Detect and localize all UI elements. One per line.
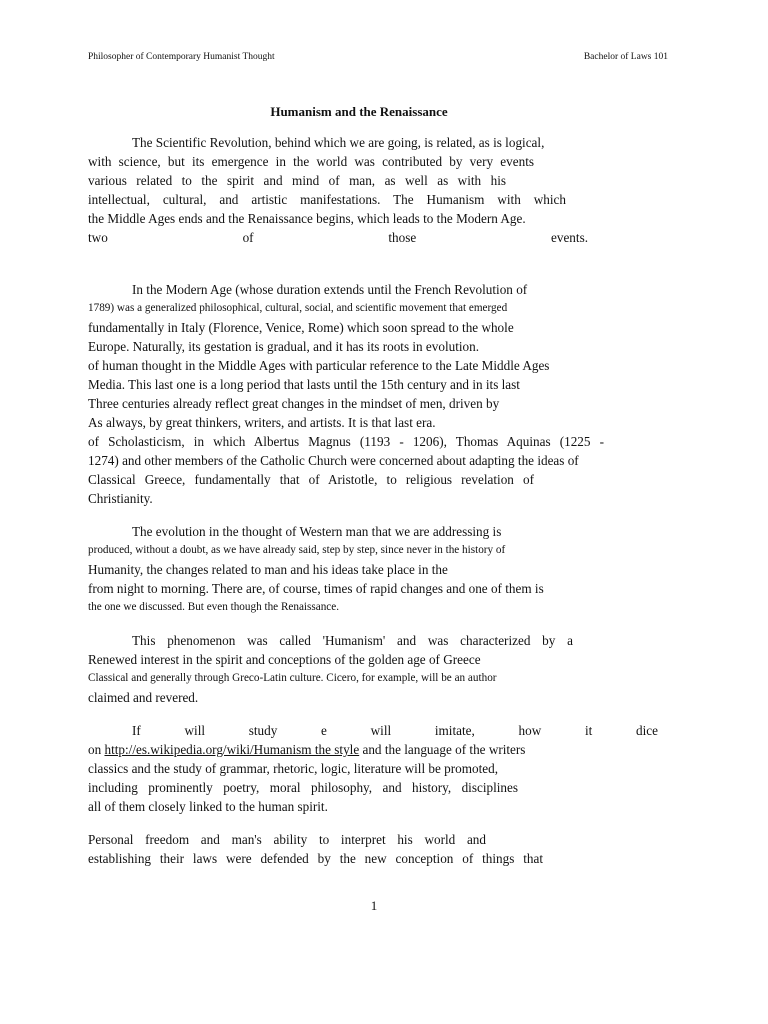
text-line: two of those events. — [88, 230, 588, 245]
document-title: Humanism and the Renaissance — [270, 104, 448, 119]
text-line: The Scientific Revolution, behind which we are going, is related, as is logical, — [132, 135, 545, 150]
text-line: Renewed interest in the spirit and conceptions of the golden age of Greece — [88, 652, 481, 667]
text-line: Humanity, the changes related to man and his ideas take place in the — [88, 562, 448, 577]
paragraph-6 — [88, 830, 609, 868]
text-line: the one we discussed. But even though the Renaissance. — [88, 601, 340, 613]
text-line: claimed and revered. — [88, 690, 199, 705]
text-line: Europe. Naturally, its gestation is gradual, and it has its roots in evolution. — [88, 339, 480, 354]
text-fragment: and the language of the writers — [359, 742, 526, 757]
text-line: produced, without a doubt, as we have already said, step by step, since never in the history of — [88, 544, 506, 556]
paragraph-5 — [88, 721, 658, 816]
wikipedia-humanism-link[interactable]: http://es.wikipedia.org/wiki/Humanism the style — [104, 742, 360, 757]
header-course-title: Philosopher of Contemporary Humanist Thought — [88, 52, 275, 62]
paragraph-2 — [88, 280, 609, 508]
text-line: Personal freedom and man's ability to interpret his world and — [88, 832, 486, 847]
text-line — [88, 740, 609, 759]
text-line: of human thought in the Middle Ages with particular reference to the Late Middle Ages — [88, 358, 550, 373]
text-line: Three centuries already reflect great changes in the mindset of men, driven by — [88, 396, 500, 411]
text-line: intellectual, cultural, and artistic manifestations. The Humanism with which — [88, 192, 566, 207]
document-body — [88, 133, 658, 868]
text-line: with science, but its emergence in the world was contributed by very events — [88, 154, 534, 169]
text-line: Classical Greece, fundamentally that of Aristotle, to religious revelation of — [88, 472, 534, 487]
text-line: As always, by great thinkers, writers, and artists. It is that last era. — [88, 415, 436, 430]
text-line: establishing their laws were defended by the new conception of things that — [88, 851, 543, 866]
text-line: Classical and generally through Greco-Latin culture. Cicero, for example, will be an author — [88, 672, 497, 684]
text-line: fundamentally in Italy (Florence, Venice, Rome) which soon spread to the whole — [88, 320, 514, 335]
page-number: 1 — [370, 898, 378, 913]
text-line: This phenomenon was called 'Humanism' and was characterized by a — [132, 633, 573, 648]
paragraph-4 — [88, 631, 609, 707]
text-line: 1789) was a generalized philosophical, cultural, social, and scientific movement that emerged — [88, 302, 508, 314]
text-line: In the Modern Age (whose duration extends until the French Revolution of — [132, 282, 528, 297]
text-line: 1274) and other members of the Catholic Church were concerned about adapting the ideas of — [88, 453, 579, 468]
text-line: If will study e will imitate, how it dice — [132, 723, 658, 738]
paragraph-1 — [88, 133, 609, 247]
text-fragment: on — [88, 742, 105, 757]
header-course-code: Bachelor of Laws 101 — [583, 52, 668, 62]
text-line: all of them closely linked to the human spirit. — [88, 799, 328, 814]
paragraph-3 — [88, 522, 609, 617]
text-line: Christianity. — [88, 491, 153, 506]
text-line: classics and the study of grammar, rhetoric, logic, literature will be promoted, — [88, 761, 498, 776]
text-line: Media. This last one is a long period that lasts until the 15th century and in its last — [88, 377, 520, 392]
text-line: from night to morning. There are, of course, times of rapid changes and one of them is — [88, 581, 544, 596]
text-line: including prominently poetry, moral philosophy, and history, disciplines — [88, 780, 518, 795]
page-header — [88, 51, 668, 63]
text-line: of Scholasticism, in which Albertus Magnus (1193 - 1206), Thomas Aquinas (1225 - — [88, 434, 604, 449]
text-line: The evolution in the thought of Western man that we are addressing is — [132, 524, 502, 539]
text-line: various related to the spirit and mind of man, as well as with his — [88, 173, 506, 188]
text-line: the Middle Ages ends and the Renaissance begins, which leads to the Modern Age. — [88, 211, 526, 226]
